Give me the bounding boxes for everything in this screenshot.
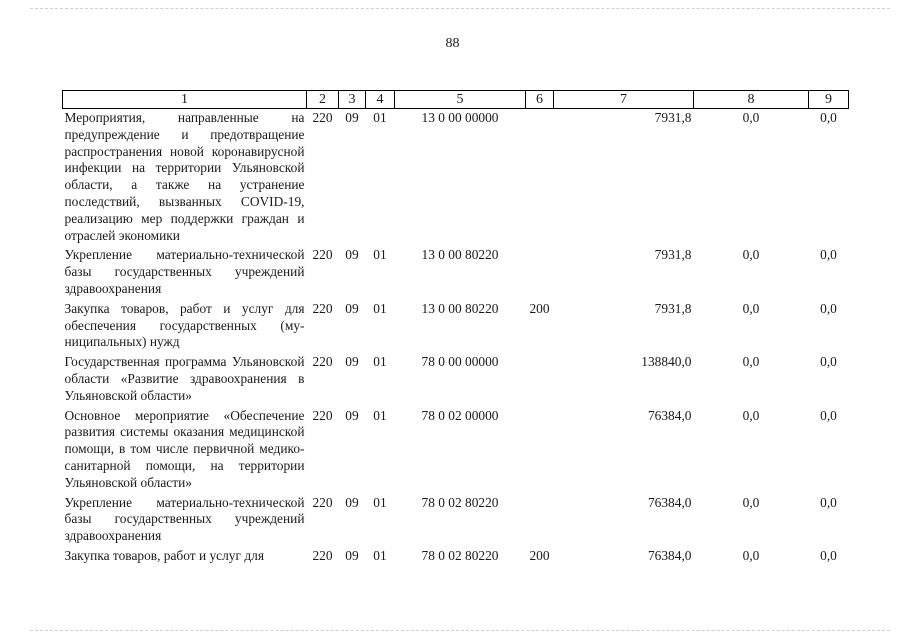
row-col-8: 0,0 xyxy=(742,110,760,125)
row-col-9: 0,0 xyxy=(820,494,837,510)
row-col-8: 0,0 xyxy=(742,407,760,423)
table-row xyxy=(63,407,849,494)
header-col-7: 7 xyxy=(554,91,694,109)
row-col-3: 09 xyxy=(345,110,359,125)
row-col-8: 0,0 xyxy=(742,547,760,563)
budget-table xyxy=(62,90,849,567)
row-col-3: 09 xyxy=(345,300,359,316)
row-name: Закупка товаров, работ и услуг для xyxy=(64,547,264,563)
table-row xyxy=(63,353,849,406)
header-col-6: 6 xyxy=(526,91,554,109)
row-col-4: 01 xyxy=(373,547,387,563)
row-col-3: 09 xyxy=(345,547,359,563)
header-col-9: 9 xyxy=(809,91,849,109)
row-col-4: 01 xyxy=(373,494,387,510)
row-col-2: 220 xyxy=(312,354,333,370)
header-col-1: 1 xyxy=(63,91,307,109)
row-col-7: 7931,8 xyxy=(654,110,692,125)
row-col-9: 0,0 xyxy=(820,110,837,125)
header-col-4: 4 xyxy=(366,91,395,109)
table-row xyxy=(63,547,849,567)
row-col-9: 0,0 xyxy=(820,354,837,370)
row-col-9: 0,0 xyxy=(820,300,837,316)
row-col-4: 01 xyxy=(373,300,387,316)
row-col-8: 0,0 xyxy=(742,300,760,316)
header-col-3: 3 xyxy=(339,91,366,109)
row-col-6 xyxy=(526,494,554,547)
row-col-2: 220 xyxy=(312,547,333,563)
row-col-8: 0,0 xyxy=(742,247,760,263)
row-name: Укрепление материально-технической базы государственных учреждений здравоохранения xyxy=(64,247,305,296)
table-row xyxy=(63,246,849,299)
row-col-6 xyxy=(526,353,554,406)
row-col-3: 09 xyxy=(345,494,359,510)
row-col-4: 01 xyxy=(373,407,387,423)
row-name: Государственная программа Ульяновской области «Развитие здравоохранения в Ульяновской области» xyxy=(64,354,305,403)
row-col-6: 200 xyxy=(529,547,550,563)
row-col-5: 13 0 00 00000 xyxy=(421,110,499,125)
table-header xyxy=(63,91,849,109)
row-col-5: 78 0 02 80220 xyxy=(421,494,499,510)
row-col-9: 0,0 xyxy=(820,547,837,563)
row-name: Укрепление материально-технической базы государственных учреждений здравоохранения xyxy=(64,494,305,544)
row-col-8: 0,0 xyxy=(742,354,760,370)
row-col-3: 09 xyxy=(345,407,359,423)
row-col-7: 138840,0 xyxy=(641,354,692,370)
row-col-2: 220 xyxy=(312,247,333,263)
header-col-5: 5 xyxy=(395,91,526,109)
row-col-7: 76384,0 xyxy=(647,547,692,563)
row-col-5: 78 0 02 80220 xyxy=(421,547,499,563)
table-row xyxy=(63,109,849,247)
scan-edge-bottom xyxy=(30,630,890,631)
table-row xyxy=(63,494,849,547)
row-col-8: 0,0 xyxy=(742,494,760,510)
scan-edge-top xyxy=(30,8,890,9)
page-number: 88 xyxy=(445,36,460,51)
row-col-7: 7931,8 xyxy=(654,300,692,316)
row-name: Основное мероприятие «Обеспечение развития системы оказания медицинской помощи, в том числе первичной медико-санитарной помощи, на территории Ульяновской области» xyxy=(64,407,305,490)
row-col-4: 01 xyxy=(373,110,387,125)
header-col-8: 8 xyxy=(694,91,809,109)
row-col-2: 220 xyxy=(312,110,333,125)
row-col-5: 13 0 00 80220 xyxy=(421,300,499,316)
row-col-6 xyxy=(526,109,554,247)
row-col-7: 7931,8 xyxy=(654,247,692,263)
row-col-2: 220 xyxy=(312,300,333,316)
row-col-4: 01 xyxy=(373,247,387,263)
row-col-4: 01 xyxy=(373,354,387,370)
row-col-6 xyxy=(526,246,554,299)
row-col-2: 220 xyxy=(312,407,333,423)
row-col-2: 220 xyxy=(312,494,333,510)
row-col-3: 09 xyxy=(345,247,359,263)
row-col-5: 78 0 00 00000 xyxy=(421,354,499,370)
row-col-9: 0,0 xyxy=(820,407,837,423)
row-col-6 xyxy=(526,407,554,494)
row-col-6: 200 xyxy=(529,300,550,316)
row-col-9: 0,0 xyxy=(820,247,837,263)
row-col-5: 78 0 02 00000 xyxy=(421,407,499,423)
row-col-7: 76384,0 xyxy=(647,494,692,510)
header-col-2: 2 xyxy=(307,91,339,109)
row-col-3: 09 xyxy=(345,354,359,370)
row-name: Закупка товаров, работ и услуг для обеспечения государственных (муниципальных) нужд xyxy=(64,300,305,350)
table-row xyxy=(63,300,849,353)
row-col-5: 13 0 00 80220 xyxy=(421,247,499,263)
row-name: Мероприятия, направленные на предупреждение и предотвращение распространения новой коронавирусной инфекции на территории Ульяновской области, а также на устранение последствий, вызванных COVID-19, реализацию мер поддержки граждан и отраслей экономики xyxy=(64,110,305,243)
row-col-7: 76384,0 xyxy=(647,407,692,423)
